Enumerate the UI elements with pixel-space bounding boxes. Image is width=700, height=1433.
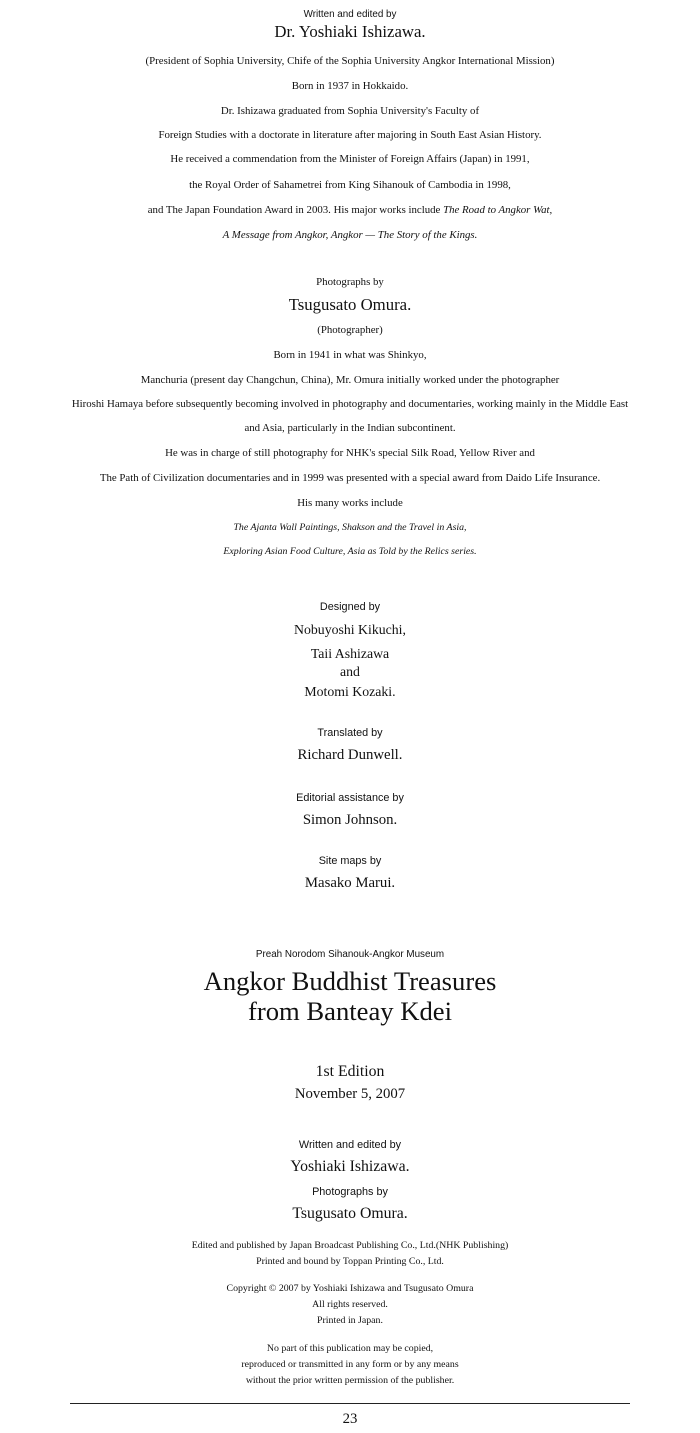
author-bio-line: He received a commendation from the Minister of Foreign Affairs (Japan) in 1991,: [170, 153, 530, 165]
printer-line: Printed and bound by Toppan Printing Co., Ltd.: [256, 1256, 444, 1267]
author-bio-text: and The Japan Foundation Award in 2003. His major works include: [147, 204, 444, 216]
author-work-title: The Road to Angkor Wat,: [443, 204, 553, 216]
footer-rule: [70, 1403, 630, 1404]
designer-name: Nobuyoshi Kikuchi,: [294, 622, 406, 637]
photographer-bio-line: Born in 1941 in what was Shinkyo,: [273, 349, 427, 361]
book-written-name: Yoshiaki Ishizawa.: [290, 1158, 410, 1175]
rights-line: All rights reserved.: [312, 1299, 388, 1310]
designer-conjunction: and: [340, 664, 360, 679]
photographer-role: (Photographer): [317, 324, 383, 336]
author-bio-line: the Royal Order of Sahametrei from King Sihanouk of Cambodia in 1998,: [189, 179, 511, 191]
translated-heading: Translated by: [317, 727, 383, 739]
museum-name: Preah Norodom Sihanouk-Angkor Museum: [255, 949, 445, 960]
edition: 1st Edition: [315, 1063, 385, 1080]
author-position: (President of Sophia University, Chife of the Sophia University Angkor International Mission): [145, 55, 555, 67]
printed-in-line: Printed in Japan.: [317, 1315, 383, 1326]
translator-name: Richard Dunwell.: [297, 747, 403, 763]
notice-line: No part of this publication may be copied,: [266, 1343, 434, 1354]
publisher-line: Edited and published by Japan Broadcast Publishing Co., Ltd.(NHK Publishing): [191, 1240, 509, 1251]
editorial-name: Simon Johnson.: [302, 812, 398, 828]
photographer-works: The Ajanta Wall Paintings, Shakson and the Travel in Asia,: [233, 522, 467, 533]
author-name: Dr. Yoshiaki Ishizawa.: [274, 22, 426, 41]
photographer-name: Tsugusato Omura.: [288, 295, 412, 314]
photographer-bio-line: His many works include: [297, 497, 403, 509]
author-works: A Message from Angkor, Angkor — The Story of the Kings.: [222, 229, 478, 241]
designer-name: Motomi Kozaki.: [304, 684, 396, 699]
author-bio-line: Born in 1937 in Hokkaido.: [291, 80, 409, 92]
author-heading: Written and edited by: [303, 9, 397, 20]
photographer-bio-line: The Path of Civilization documentaries and in 1999 was presented with a special award from Daido Life Insurance.: [99, 472, 601, 484]
book-written-heading: Written and edited by: [298, 1139, 402, 1151]
page-number: 23: [342, 1411, 358, 1427]
edition-date: November 5, 2007: [294, 1086, 406, 1102]
photographer-bio-line: Manchuria (present day Changchun, China), Mr. Omura initially worked under the photographer: [140, 374, 560, 386]
photographer-bio-line: He was in charge of still photography for NHK's special Silk Road, Yellow River and: [165, 447, 535, 459]
maps-name: Masako Marui.: [304, 875, 396, 891]
notice-line: without the prior written permission of the publisher.: [245, 1375, 455, 1386]
photographer-heading: Photographs by: [316, 276, 384, 288]
photographer-works: Exploring Asian Food Culture, Asia as Told by the Relics series.: [223, 546, 477, 557]
book-photos-name: Tsugusato Omura.: [292, 1205, 408, 1222]
maps-heading: Site maps by: [318, 855, 382, 867]
photographer-bio-line: and Asia, particularly in the Indian subcontinent.: [244, 422, 456, 434]
book-title: Angkor Buddhist Treasures: [203, 966, 497, 996]
book-photos-heading: Photographs by: [312, 1186, 388, 1198]
photographer-bio-line: Hiroshi Hamaya before subsequently becoming involved in photography and documentaries, working mainly in the Middle East: [71, 398, 629, 410]
designed-heading: Designed by: [319, 601, 381, 613]
notice-line: reproduced or transmitted in any form or by any means: [241, 1359, 459, 1370]
editorial-heading: Editorial assistance by: [296, 792, 404, 804]
author-bio-line-works: [0, 204, 700, 216]
designer-name: Taii Ashizawa: [310, 646, 390, 661]
copyright-line: Copyright © 2007 by Yoshiaki Ishizawa and Tsugusato Omura: [226, 1283, 474, 1294]
book-subtitle: from Banteay Kdei: [248, 996, 452, 1026]
author-bio-line: Foreign Studies with a doctorate in literature after majoring in South East Asian History.: [158, 129, 542, 141]
author-bio-line: Dr. Ishizawa graduated from Sophia University's Faculty of: [220, 105, 480, 117]
